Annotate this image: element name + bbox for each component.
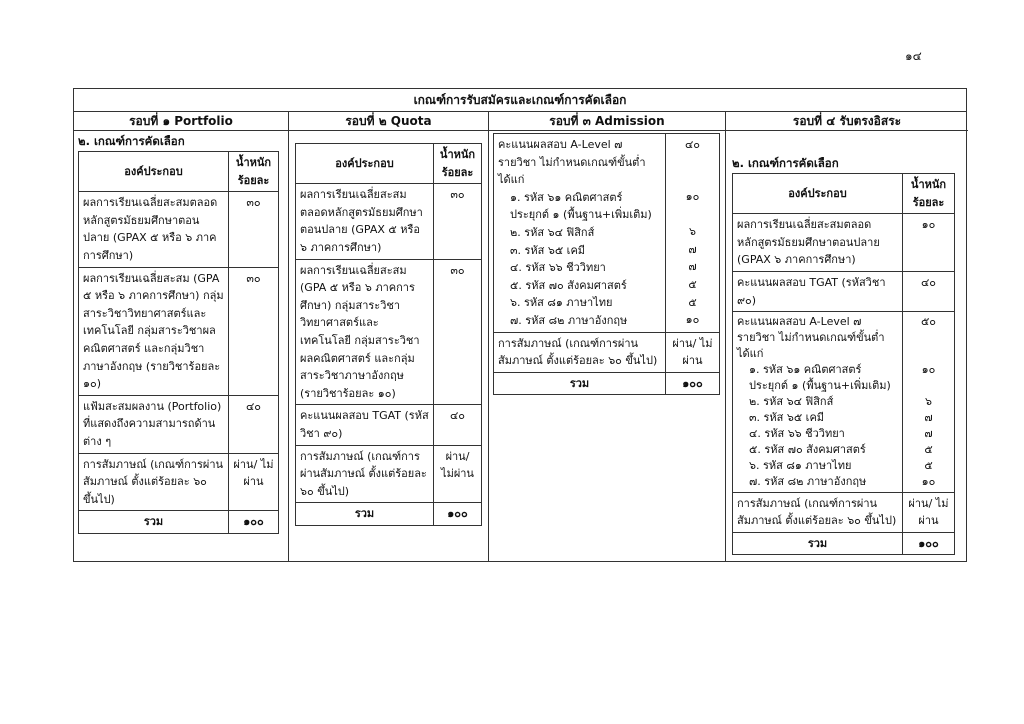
table-header-row bbox=[296, 144, 482, 184]
component-cell: ผลการเรียนเฉลี่ยสะสม (GPA ๕ หรือ ๖ ภาคการศึกษา) กลุ่มสาระวิชาวิทยาศาสตร์และเทคโนโลยี กลุ่มสาระวิชาผลคณิตศาสตร์ และกลุ่มสาระวิชาภาษาอังกฤษ (รายวิชาร้อยละ ๑๐) bbox=[296, 259, 434, 405]
alevel-subject-weight: ๖ bbox=[925, 395, 932, 409]
round-4-column bbox=[726, 131, 968, 561]
table-row bbox=[296, 405, 482, 445]
table-row bbox=[733, 214, 955, 272]
alevel-subject-weight: ๑๐ bbox=[685, 313, 700, 327]
table-row bbox=[494, 134, 720, 333]
alevel-subject-weight: ๗ bbox=[688, 260, 697, 274]
weight-cell: ๓๐ bbox=[229, 192, 279, 267]
component-cell: ผลการเรียนเฉลี่ยสะสมตลอดหลักสูตรมัธยมศึกษาตอนปลาย (GPAX ๕ หรือ ๖ ภาคการศึกษา) bbox=[79, 192, 229, 267]
round-2-header: รอบที่ ๒ Quota bbox=[289, 111, 489, 131]
alevel-subject-weight: ๗ bbox=[924, 410, 933, 424]
component-cell: การสัมภาษณ์ (เกณฑ์การผ่านสัมภาษณ์ ตั้งแต่ร้อยละ ๖๐ ขึ้นไป) bbox=[733, 492, 903, 532]
total-value: ๑๐๐ bbox=[434, 503, 482, 526]
weight-cell: ๑๐ bbox=[903, 214, 955, 272]
alevel-subject-item: ๗. รหัส ๘๒ ภาษาอังกฤษ bbox=[749, 474, 867, 488]
weight-cell: ผ่าน/ ไม่ผ่าน bbox=[666, 332, 720, 372]
component-cell: คะแนนผลสอบ TGAT (รหัสวิชา ๙๐) bbox=[296, 405, 434, 445]
table-row bbox=[296, 184, 482, 259]
alevel-subject-item: ๗. รหัส ๘๒ ภาษาอังกฤษ bbox=[510, 313, 628, 327]
alevel-total-weight: ๕๐ bbox=[920, 315, 937, 329]
total-value: ๑๐๐ bbox=[666, 372, 720, 395]
total-value: ๑๐๐ bbox=[903, 532, 955, 555]
weight-cell: ๓๐ bbox=[229, 267, 279, 395]
component-cell: การสัมภาษณ์ (เกณฑ์การผ่านสัมภาษณ์ ตั้งแต่ร้อยละ ๖๐ ขึ้นไป) bbox=[296, 445, 434, 503]
round-1-header: รอบที่ ๑ Portfolio bbox=[74, 111, 289, 131]
alevel-intro: คะแนนผลสอบ A-Level ๗ รายวิชา ไม่กำหนดเกณฑ์ขั้นต่ำ ได้แก่ bbox=[498, 138, 646, 187]
alevel-subject-weight: ๑๐ bbox=[685, 189, 700, 203]
component-cell: แฟ้มสะสมผลงาน (Portfolio) ที่แสดงถึงความสามารถด้านต่าง ๆ bbox=[79, 395, 229, 453]
alevel-subject-item: ๓. รหัส ๖๕ เคมี bbox=[510, 243, 586, 257]
round-3-header: รอบที่ ๓ Admission bbox=[489, 111, 726, 131]
component-header: องค์ประกอบ bbox=[733, 174, 903, 214]
total-label: รวม bbox=[733, 532, 903, 555]
weight-cell: ๔๐ bbox=[434, 405, 482, 445]
weight-cell: ๔๐ bbox=[903, 271, 955, 311]
component-cell: ผลการเรียนเฉลี่ยสะสม (GPA ๕ หรือ ๖ ภาคการศึกษา) กลุ่มสาระวิชาวิทยาศาสตร์และเทคโนโลยี กลุ่มสาระวิชาผลคณิตศาสตร์ และกลุ่มวิชาภาษาอังกฤษ (รายวิชาร้อยละ ๑๐) bbox=[79, 267, 229, 395]
component-cell: คะแนนผลสอบ TGAT (รหัสวิชา ๙๐) bbox=[733, 271, 903, 311]
component-cell: ผลการเรียนเฉลี่ยสะสมตลอดหลักสูตรมัธยมศึกษาตอนปลาย (GPAX ๖ ภาคการศึกษา) bbox=[733, 214, 903, 272]
weight-cell: ผ่าน/ ไม่ผ่าน bbox=[229, 453, 279, 511]
table-row bbox=[296, 445, 482, 503]
component-header: องค์ประกอบ bbox=[296, 144, 434, 184]
alevel-subject-item: ๔. รหัส ๖๖ ชีววิทยา bbox=[510, 261, 606, 275]
table-row bbox=[733, 492, 955, 532]
alevel-subject-item: ๔. รหัส ๖๖ ชีววิทยา bbox=[749, 426, 845, 440]
table-row bbox=[733, 312, 955, 493]
total-row bbox=[733, 532, 955, 555]
alevel-subject-item: ๓. รหัส ๖๕ เคมี bbox=[749, 410, 825, 424]
component-header: องค์ประกอบ bbox=[79, 152, 229, 192]
alevel-subject-weight: ๖ bbox=[689, 225, 696, 239]
round-3-table bbox=[493, 133, 720, 395]
alevel-subject-item: ๒. รหัส ๖๔ ฟิสิกส์ bbox=[749, 394, 834, 408]
round-1-column bbox=[74, 131, 289, 561]
component-cell: ผลการเรียนเฉลี่ยสะสมตลอดหลักสูตรมัธยมศึกษาตอนปลาย (GPAX ๕ หรือ ๖ ภาคการศึกษา) bbox=[296, 184, 434, 259]
total-row bbox=[296, 503, 482, 526]
total-label: รวม bbox=[296, 503, 434, 526]
alevel-subject-item: ๑. รหัส ๖๑ คณิตศาสตร์ประยุกต์ ๑ (พื้นฐาน+เพิ่มเติม) bbox=[510, 190, 652, 222]
alevel-subject-weight: ๕ bbox=[688, 295, 697, 309]
weight-header: น้ำหนัก ร้อยละ bbox=[903, 174, 955, 214]
weight-cell bbox=[666, 134, 720, 333]
criteria-table bbox=[73, 88, 967, 562]
weight-cell: ผ่าน/ ไม่ผ่าน bbox=[434, 445, 482, 503]
alevel-subject-item: ๖. รหัส ๘๑ ภาษาไทย bbox=[510, 296, 613, 310]
round-1-table bbox=[78, 151, 279, 534]
table-row bbox=[494, 332, 720, 372]
weight-header: น้ำหนัก ร้อยละ bbox=[229, 152, 279, 192]
table-header-row bbox=[733, 174, 955, 214]
weight-cell: ๓๐ bbox=[434, 184, 482, 259]
alevel-subject-item: ๑. รหัส ๖๑ คณิตศาสตร์ประยุกต์ ๑ (พื้นฐาน+เพิ่มเติม) bbox=[749, 362, 891, 392]
alevel-subject-item: ๕. รหัส ๗๐ สังคมศาสตร์ bbox=[749, 442, 866, 456]
table-row bbox=[79, 395, 279, 453]
weight-cell: ๔๐ bbox=[229, 395, 279, 453]
alevel-subject-weight: ๗ bbox=[688, 242, 697, 256]
table-row bbox=[296, 259, 482, 405]
component-cell: การสัมภาษณ์ (เกณฑ์การผ่านสัมภาษณ์ ตั้งแต่ร้อยละ ๖๐ ขึ้นไป) bbox=[79, 453, 229, 511]
alevel-subject-item: ๒. รหัส ๖๔ ฟิสิกส์ bbox=[510, 225, 595, 239]
weight-header: น้ำหนัก ร้อยละ bbox=[434, 144, 482, 184]
table-row bbox=[733, 271, 955, 311]
alevel-subject-item: ๖. รหัส ๘๑ ภาษาไทย bbox=[749, 458, 852, 472]
weight-cell: ๓๐ bbox=[434, 259, 482, 405]
alevel-subject-weight: ๕ bbox=[688, 277, 697, 291]
round-2-table bbox=[295, 143, 482, 526]
total-row bbox=[494, 372, 720, 395]
alevel-cell bbox=[494, 134, 666, 333]
total-value: ๑๐๐ bbox=[229, 511, 279, 534]
round-1-section-heading: ๒. เกณฑ์การคัดเลือก bbox=[78, 134, 185, 148]
round-4-section-heading: ๒. เกณฑ์การคัดเลือก bbox=[732, 156, 839, 170]
table-row bbox=[79, 192, 279, 267]
alevel-subject-weight: ๕ bbox=[924, 458, 933, 472]
weight-cell bbox=[903, 312, 955, 493]
alevel-subject-weight: ๑๐ bbox=[921, 474, 936, 488]
alevel-subject-weight: ๕ bbox=[924, 442, 933, 456]
alevel-intro: คะแนนผลสอบ A-Level ๗ รายวิชา ไม่กำหนดเกณฑ์ขั้นต่ำ ได้แก่ bbox=[737, 315, 885, 361]
alevel-cell bbox=[733, 312, 903, 493]
alevel-subject-item: ๕. รหัส ๗๐ สังคมศาสตร์ bbox=[510, 278, 627, 292]
round-2-column bbox=[289, 131, 489, 561]
alevel-total-weight: ๔๐ bbox=[684, 138, 701, 151]
total-label: รวม bbox=[494, 372, 666, 395]
table-row bbox=[79, 453, 279, 511]
component-cell: การสัมภาษณ์ (เกณฑ์การผ่านสัมภาษณ์ ตั้งแต่ร้อยละ ๖๐ ขึ้นไป) bbox=[494, 332, 666, 372]
round-4-header: รอบที่ ๔ รับตรงอิสระ bbox=[726, 111, 968, 131]
round-3-column bbox=[489, 131, 726, 561]
round-4-table bbox=[732, 173, 955, 555]
table-row bbox=[79, 267, 279, 395]
alevel-subject-weight: ๗ bbox=[924, 426, 933, 440]
table-header-row bbox=[79, 152, 279, 192]
page-number: ๑๔ bbox=[905, 49, 922, 63]
page-title: เกณฑ์การรับสมัครและเกณฑ์การคัดเลือก bbox=[74, 89, 966, 112]
alevel-subject-weight: ๑๐ bbox=[921, 363, 936, 377]
total-row bbox=[79, 511, 279, 534]
total-label: รวม bbox=[79, 511, 229, 534]
weight-cell: ผ่าน/ ไม่ผ่าน bbox=[903, 492, 955, 532]
